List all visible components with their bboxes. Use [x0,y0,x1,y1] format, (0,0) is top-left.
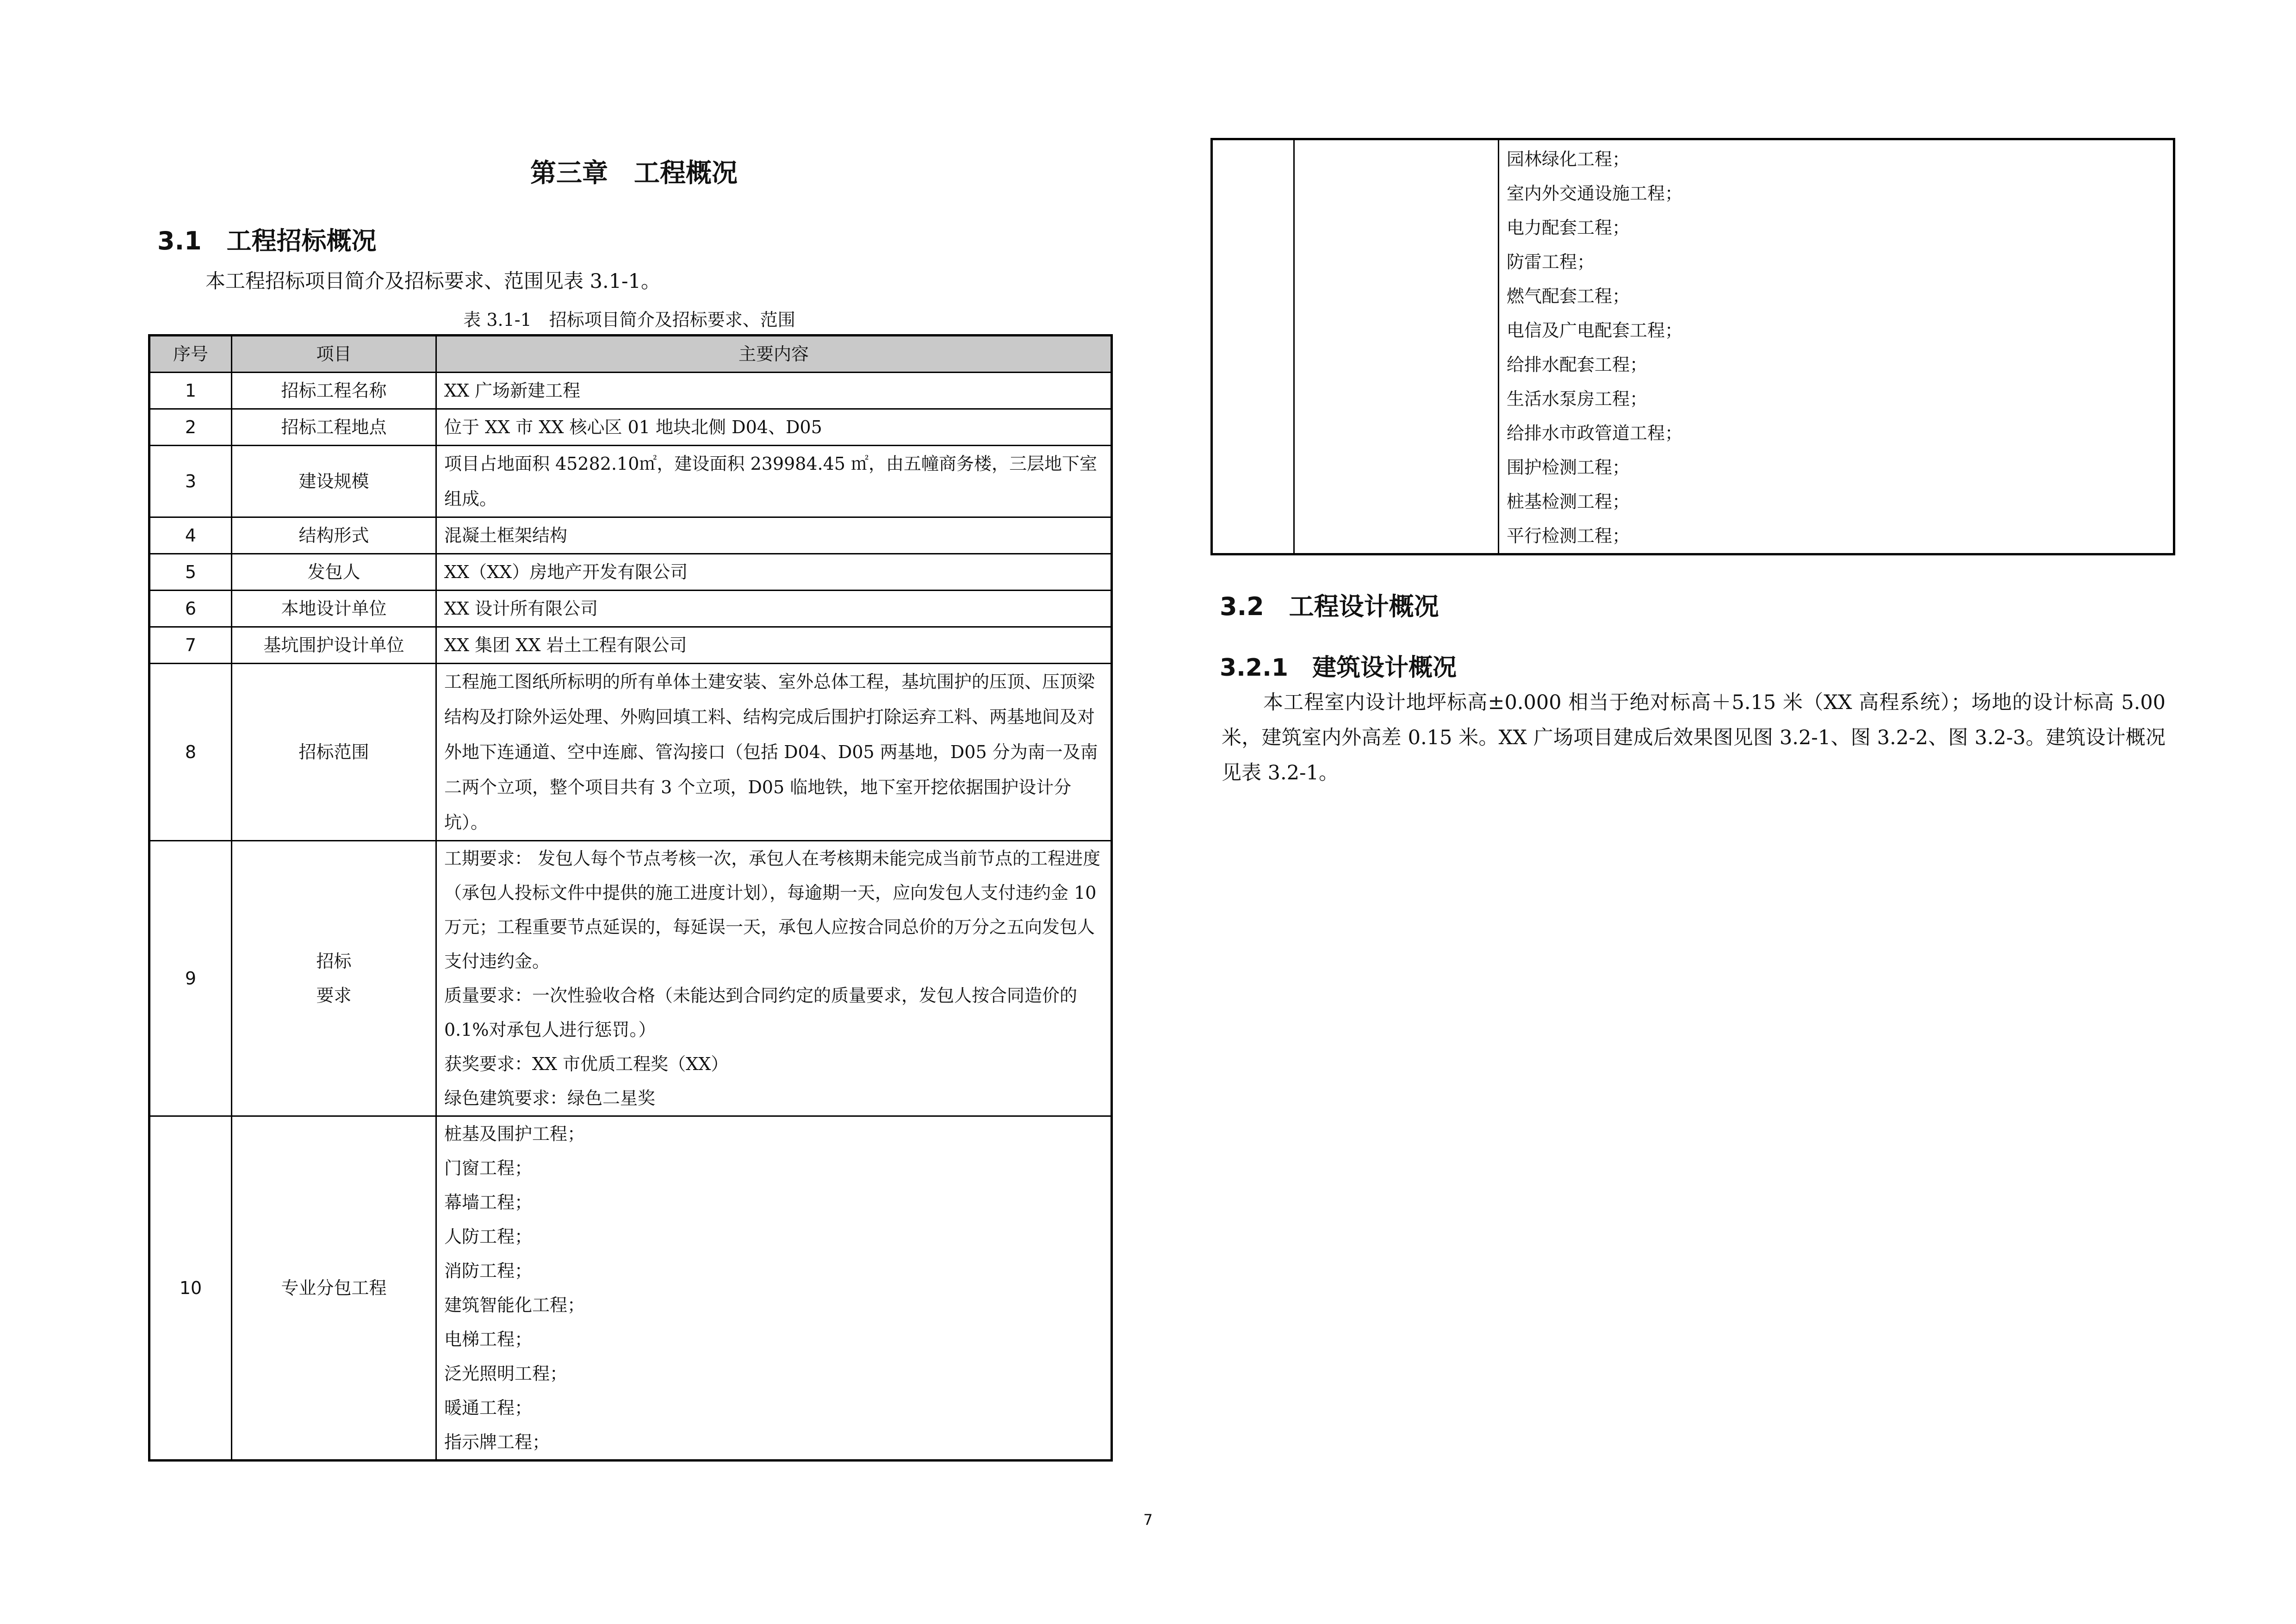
subcontract-item: 给排水配套工程； [1507,355,1648,375]
chapter-title: 第三章 工程概况 [530,158,738,188]
requirement-schedule: 工期要求： 发包人每个节点考核一次，承包人在考核期未能完成当前节点的工程进度（承包人投标文件中提供的施工进度计划），每逾期一天，应向发包人支付违约金 10 万元；工程重要节点延误的，每延误一天，承包人应按合同总价的万分之五向发包人支付违约金。 [444,848,1101,971]
row-no: 6 [149,591,232,627]
row-item: 本地设计单位 [232,591,436,627]
row-no: 3 [149,446,232,517]
subcontract-item: 暖通工程； [444,1398,533,1418]
row-content: XX 集团 XX 岩土工程有限公司 [436,627,1112,664]
page-number: 7 [1143,1511,1153,1529]
table-row [149,517,1112,554]
section-3-2-1-title: 3.2.1 建筑设计概况 [1220,654,1457,682]
subcontract-item: 电信及广电配套工程； [1507,320,1683,341]
subcontract-item: 给排水市政管道工程； [1507,423,1683,443]
subcontract-item: 围护检测工程； [1507,457,1630,478]
table-3-1-1-caption: 表 3.1-1 招标项目简介及招标要求、范围 [463,310,795,330]
subcontract-item: 泛光照明工程； [444,1363,568,1384]
table-row [149,664,1112,841]
section-3-1-title: 3.1 工程招标概况 [157,226,377,255]
subcontract-item: 电梯工程； [444,1329,533,1350]
row-item-line: 要求 [316,985,352,1006]
subcontract-item: 平行检测工程； [1507,526,1630,546]
subcontract-item: 园林绿化工程； [1507,149,1630,169]
row-item-line: 招标 [316,951,352,971]
row-content: 位于 XX 市 XX 核心区 01 地块北侧 D04、D05 [436,409,1112,446]
subcontract-item: 消防工程； [444,1261,533,1281]
table-header-row [149,336,1112,373]
subcontract-item: 门窗工程； [444,1158,533,1178]
continued-table [1210,138,2175,555]
requirement-green: 绿色建筑要求：绿色二星奖 [444,1088,656,1108]
row-content [436,1116,1112,1461]
subcontract-item: 人防工程； [444,1226,533,1247]
subcontract-item: 室内外交通设施工程； [1507,183,1683,204]
bid-table [148,334,1113,1462]
table-row [149,591,1112,627]
row-item: 建设规模 [232,446,436,517]
row-item: 发包人 [232,554,436,591]
header-no: 序号 [149,336,232,373]
row-item: 专业分包工程 [232,1116,436,1461]
row-no: 1 [149,373,232,409]
row-item: 招标工程地点 [232,409,436,446]
subcontract-item: 幕墙工程； [444,1192,533,1213]
row-content: XX（XX）房地产开发有限公司 [436,554,1112,591]
subcontract-item: 生活水泵房工程； [1507,389,1648,409]
subcontract-item: 电力配套工程； [1507,218,1630,238]
subcontract-item: 燃气配套工程； [1507,286,1630,306]
requirement-award: 获奖要求：XX 市优质工程奖（XX） [444,1054,729,1074]
subcontract-item: 指示牌工程； [444,1432,550,1452]
header-item: 项目 [232,336,436,373]
row-no: 5 [149,554,232,591]
subcontract-item: 防雷工程； [1507,252,1595,272]
table-row [149,841,1112,1116]
row-no: 10 [149,1116,232,1461]
row-no: 4 [149,517,232,554]
row-content: XX 设计所有限公司 [436,591,1112,627]
header-content: 主要内容 [436,336,1112,373]
table-row [149,373,1112,409]
subcontract-item: 建筑智能化工程； [444,1295,585,1315]
row-no: 8 [149,664,232,841]
row-no: 7 [149,627,232,664]
row-content: XX 广场新建工程 [436,373,1112,409]
requirement-quality: 质量要求：一次性验收合格（未能达到合同约定的质量要求，发包人按合同造价的 0.1%对承包人进行惩罚。） [444,985,1078,1040]
row-no [1212,139,1294,554]
row-content: 工程施工图纸所标明的所有单体土建安装、室外总体工程，基坑围护的压顶、压顶梁结构及打除外运处理、外购回填工料、结构完成后围护打除运弃工料、两基地间及对外地下连通道、空中连廊、管沟接口（包括 D04、D05 两基地，D05 分为南一及南二两个立项，整个项目共有 3 个立项，D05 临地铁，地下室开挖依据围护设计分坑）。 [436,664,1112,841]
row-no: 9 [149,841,232,1116]
row-item: 结构形式 [232,517,436,554]
subcontract-item: 桩基及围护工程； [444,1124,585,1144]
row-content: 项目占地面积 45282.10㎡，建设面积 239984.45 ㎡，由五幢商务楼，三层地下室组成。 [436,446,1112,517]
row-item [232,841,436,1116]
table-row [149,1116,1112,1461]
row-item: 招标范围 [232,664,436,841]
table-row [149,446,1112,517]
section-3-1-intro: 本工程招标项目简介及招标要求、范围见表 3.1-1。 [205,270,661,293]
row-item: 基坑围护设计单位 [232,627,436,664]
section-3-2-title: 3.2 工程设计概况 [1220,592,1439,621]
row-content [1499,139,2174,554]
row-no: 2 [149,409,232,446]
row-content [436,841,1112,1116]
row-item: 招标工程名称 [232,373,436,409]
row-item [1294,139,1499,554]
subcontract-item: 桩基检测工程； [1507,492,1630,512]
table-row [149,554,1112,591]
section-3-2-1-paragraph: 本工程室内设计地坪标高±0.000 相当于绝对标高＋5.15 米（XX 高程系统）；场地的设计标高 5.00 米，建筑室内外高差 0.15 米。XX 广场项目建成后效果图见图 3.2-1、图 3.2-2、图 3.2-3。建筑设计概况见表 3.2-1。 [1222,691,2166,784]
table-row [1212,139,2174,554]
table-row [149,627,1112,664]
row-content: 混凝土框架结构 [436,517,1112,554]
table-row [149,409,1112,446]
